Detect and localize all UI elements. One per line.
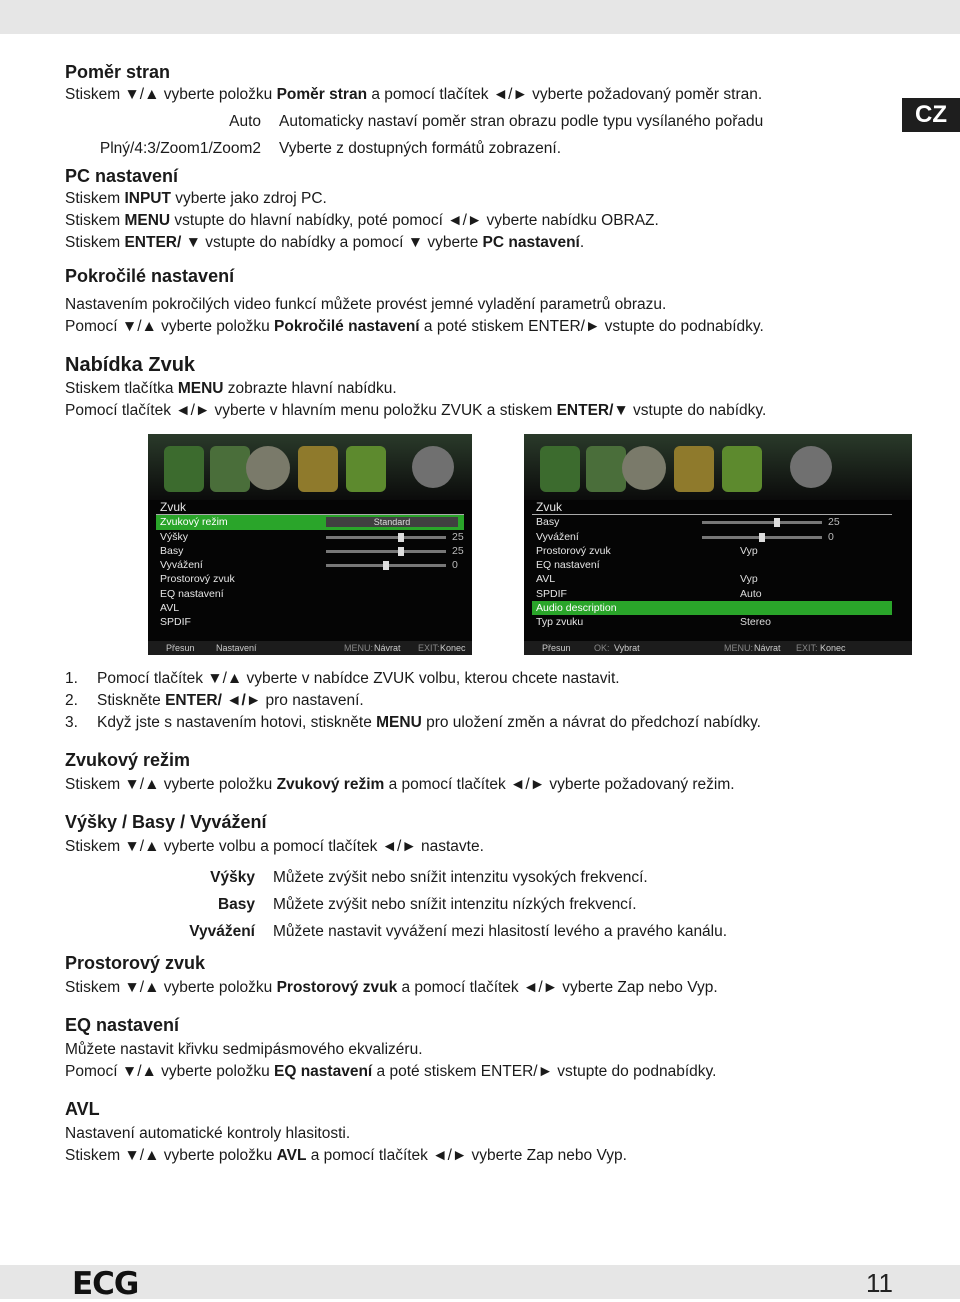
section-title-advanced: Pokročilé nastavení <box>65 266 235 286</box>
gear-icon <box>790 446 832 488</box>
tv-menu-title: Zvuk <box>156 500 464 515</box>
section-title-sound-mode: Zvukový režim <box>65 750 191 770</box>
pc-line-2: Stiskem MENU vstupte do hlavní nabídky, poté pomocí ◄/► vyberte nabídku OBRAZ. <box>65 212 659 229</box>
aspect-row-formats <box>65 135 885 162</box>
tv-menu-screenshot-left <box>148 434 472 655</box>
tone-line: Stiskem ▼/▲ vyberte volbu a pomocí tlačítek ◄/► nastavte. <box>65 838 484 855</box>
tone-row-bass: Basy Můžete zvýšit nebo snížit intenzitu nízkých frekvencí. <box>217 896 637 913</box>
tv-menu-item-bass: Basy 25 <box>536 516 840 529</box>
section-title-tone: Výšky / Basy / Vyvážení <box>65 812 267 832</box>
avl-line-2: Stiskem ▼/▲ vyberte položku AVL a pomocí tlačítek ◄/► vyberte Zap nebo Vyp. <box>65 1147 627 1164</box>
menu-screenshots <box>65 434 885 662</box>
list-item: 1. Pomocí tlačítek ▼/▲ vyberte v nabídce ZVUK volbu, kterou chcete nastavit. <box>65 670 620 687</box>
tv-icon-strip <box>524 434 912 500</box>
tv-menu-item-sound-mode: Zvukový režim Standard <box>156 515 464 529</box>
page-number: 11 <box>866 1268 893 1298</box>
balance-slider <box>326 564 446 567</box>
pc-line-3: Stiskem ENTER/ ▼ vstupte do nabídky a pomocí ▼ vyberte PC nastavení. <box>65 234 585 251</box>
pc-line-1: Stiskem INPUT vyberte jako zdroj PC. <box>65 190 327 207</box>
speaker-icon <box>246 446 290 490</box>
tv-menu-item-avl: AVL Vyp <box>536 573 758 586</box>
avl-line-1: Nastavení automatické kontroly hlasitosti. <box>65 1125 351 1142</box>
tv-menu-item-surround: Prostorový zvuk <box>160 573 235 586</box>
tv-menu-item-eq: EQ nastavení <box>536 559 600 572</box>
section-title-pc: PC nastavení <box>65 166 179 186</box>
section-title-avl: AVL <box>65 1099 100 1119</box>
brand-logo: ECG <box>72 1266 139 1302</box>
gear-icon <box>412 446 454 488</box>
steps-list <box>65 668 885 734</box>
sound-icon <box>586 446 626 492</box>
advanced-line-2: Pomocí ▼/▲ vyberte položku Pokročilé nastavení a poté stiskem ENTER/► vstupte do podnabídky. <box>65 318 764 335</box>
tv-menu-title: Zvuk <box>532 500 892 515</box>
surround-line: Stiskem ▼/▲ vyberte položku Prostorový zvuk a pomocí tlačítek ◄/► vyberte Zap nebo Vyp. <box>65 979 718 996</box>
balance-slider <box>702 536 822 539</box>
tv-sound-menu <box>156 500 464 629</box>
picture-icon <box>164 446 204 492</box>
aspect-row-auto <box>65 108 885 135</box>
tone-row-balance: Vyvážení Můžete nastavit vyvážení mezi hlasitostí levého a pravého kanálu. <box>189 923 728 940</box>
aspect-term: Auto <box>229 113 261 130</box>
section-title-surround: Prostorový zvuk <box>65 953 206 973</box>
tv-menu-item-spdif: SPDIF <box>160 616 191 629</box>
timer-icon <box>674 446 714 492</box>
tv-menu-footer: Přesun OK: Vybrat MENU: Návrat EXIT: Konec <box>524 641 912 655</box>
eq-line-1: Můžete nastavit křivku sedmipásmového ekvalizéru. <box>65 1041 423 1058</box>
tv-menu-item-eq: EQ nastavení <box>160 587 224 600</box>
tv-menu-item-spdif: SPDIF Auto <box>536 587 762 600</box>
tv-icon-strip <box>148 434 472 500</box>
sound-mode-line: Stiskem ▼/▲ vyberte položku Zvukový režim a pomocí tlačítek ◄/► vyberte požadovaný režim. <box>65 776 735 793</box>
aspect-instruction: Stiskem ▼/▲ vyberte položku Poměr stran a pomocí tlačítek ◄/► vyberte požadovaný poměr stran. <box>65 86 763 103</box>
lock-icon <box>346 446 386 492</box>
tv-menu-item-audio-type: Typ zvuku Stereo <box>536 616 771 629</box>
top-bar <box>0 0 960 34</box>
sound-icon <box>210 446 250 492</box>
tv-menu-item-audio-description: Audio description <box>532 601 892 615</box>
sound-line-1: Stiskem tlačítka MENU zobrazte hlavní nabídku. <box>65 380 397 397</box>
list-item: 2. Stiskněte ENTER/ ◄/► pro nastavení. <box>65 692 364 709</box>
lock-icon <box>722 446 762 492</box>
tv-menu-item-balance: Vyvážení 0 <box>536 530 834 543</box>
section-title-eq: EQ nastavení <box>65 1015 180 1035</box>
treble-slider <box>326 536 446 539</box>
advanced-line-1: Nastavením pokročilých video funkcí můžete provést jemné vyladění parametrů obrazu. <box>65 296 667 313</box>
speaker-icon <box>622 446 666 490</box>
sound-line-2: Pomocí tlačítek ◄/► vyberte v hlavním menu položku ZVUK a stiskem ENTER/▼ vstupte do nabídky. <box>65 402 767 419</box>
tv-sound-menu <box>532 500 892 629</box>
bottom-bar <box>0 1265 960 1299</box>
tv-menu-item-surround: Prostorový zvuk Vyp <box>536 544 758 557</box>
page-content <box>65 60 885 1167</box>
timer-icon <box>298 446 338 492</box>
list-item: 3. Když jste s nastavením hotovi, stiskněte MENU pro uložení změn a návrat do předchozí nabídky. <box>65 714 761 731</box>
aspect-desc: Automaticky nastaví poměr stran obrazu podle typu vysílaného pořadu <box>279 113 764 130</box>
picture-icon <box>540 446 580 492</box>
bass-slider <box>702 521 822 524</box>
section-title-aspect: Poměr stran <box>65 62 171 82</box>
tv-menu-item-balance: Vyvážení 0 <box>160 559 458 572</box>
tv-menu-item-avl: AVL <box>160 602 180 615</box>
aspect-desc: Vyberte z dostupných formátů zobrazení. <box>279 140 562 157</box>
tv-menu-item-treble: Výšky 25 <box>160 530 464 543</box>
bass-slider <box>326 550 446 553</box>
tv-menu-footer: Přesun Nastavení MENU: Návrat EXIT: Konec <box>148 641 472 655</box>
language-badge: CZ <box>902 98 960 132</box>
tone-row-treble: Výšky Můžete zvýšit nebo snížit intenzitu vysokých frekvencí. <box>210 869 648 886</box>
section-title-sound-menu: Nabídka Zvuk <box>65 354 196 376</box>
aspect-term: Plný/4:3/Zoom1/Zoom2 <box>99 140 261 157</box>
tv-menu-screenshot-right <box>524 434 912 655</box>
tv-menu-item-bass: Basy 25 <box>160 544 464 557</box>
sound-mode-value: Standard <box>326 517 458 527</box>
eq-line-2: Pomocí ▼/▲ vyberte položku EQ nastavení a poté stiskem ENTER/► vstupte do podnabídky. <box>65 1063 717 1080</box>
